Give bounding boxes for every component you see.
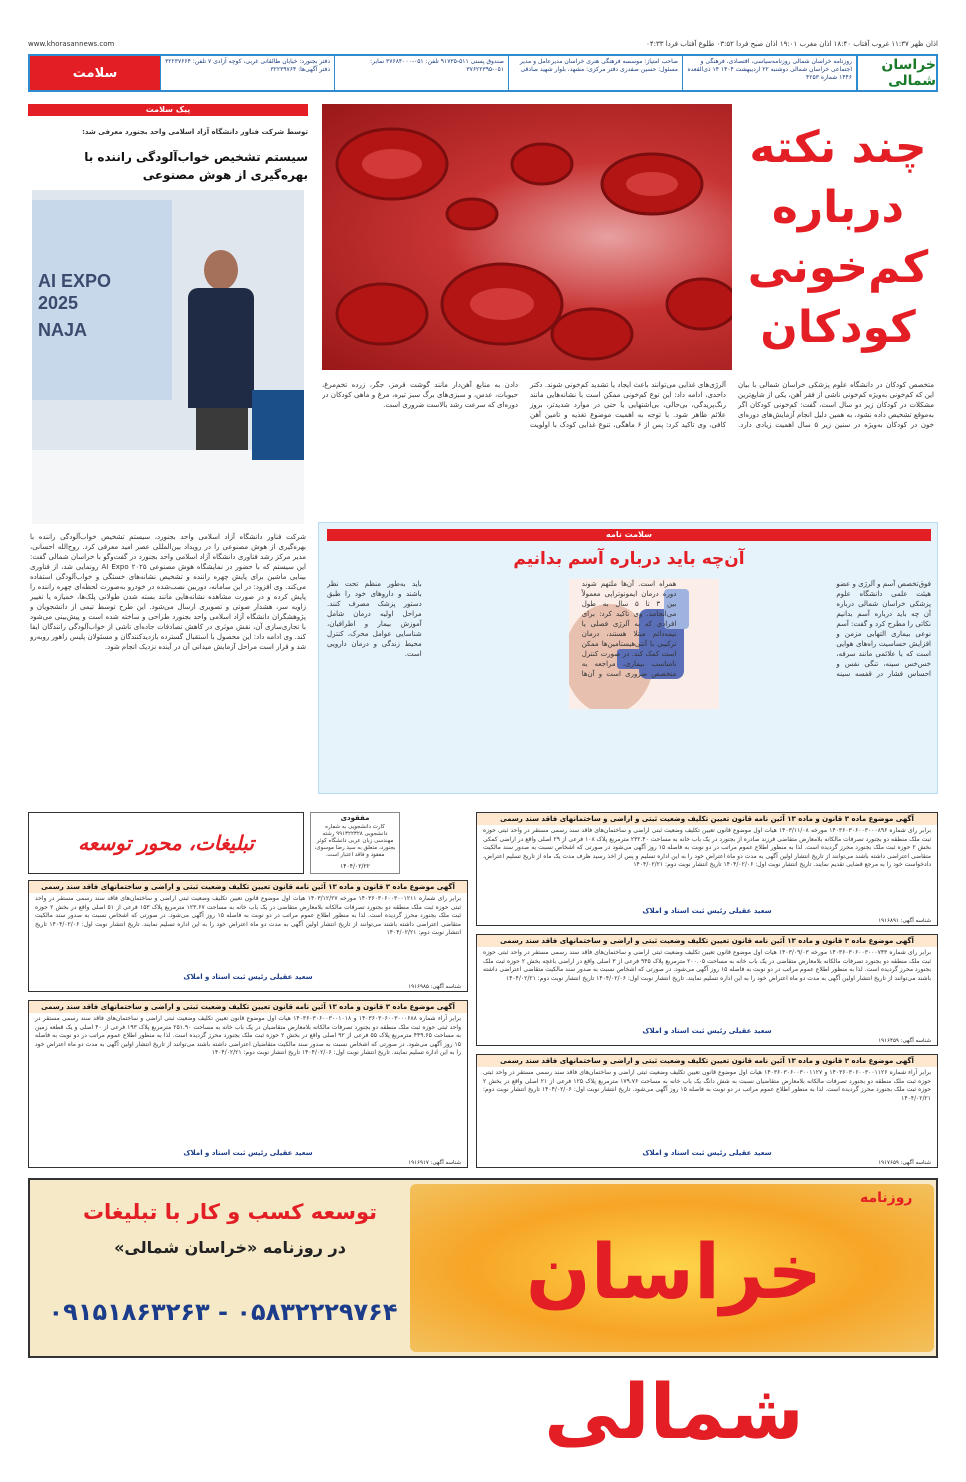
masthead-meta: دفتر بجنورد: خیابان طالقانی غربی، کوچه آزادی ۷ تلفن: ۳۲۲۳۷۶۶۴ دفتر آگهی‌ها: ۳۲۲۳۹۷۶۴	[160, 56, 334, 90]
newspaper-small-label: روزنامه	[860, 1190, 913, 1206]
lost-date: ۱۴۰۴/۰۲/۲۲	[340, 863, 370, 870]
headline-line: درباره	[771, 182, 905, 233]
expo-photo	[32, 190, 304, 524]
asthma-title: آن‌چه باید درباره آسم بدانیم	[513, 549, 745, 569]
website-url[interactable]: www.khorasannews.com	[28, 40, 115, 48]
ad-signature: سعید عقیلی رئیس ثبت اسناد و املاک	[642, 907, 772, 915]
masthead-meta: صاحب امتیاز: موسسه فرهنگی هنری خراسان مدیرعامل و مدیر مسئول: حسین صفدری دفتر مرکزی: مشهد، بلوار شهید صادقی	[508, 56, 682, 90]
ad-signature: سعید عقیلی رئیس ثبت اسناد و املاک	[183, 973, 313, 981]
ad-signature: سعید عقیلی رئیس ثبت اسناد و املاک	[642, 1149, 772, 1157]
masthead-meta: روزنامه خراسان شمالی روزنامه‌سیاسی، اقتصادی، فرهنگی و اجتماعی خراسان شمالی دوشنبه ۲۲ اردیبهشت ۱۴۰۴ ۱۴ ذی‌القعده ۱۴۴۶ شماره ۴۲۵۳	[682, 56, 856, 90]
red-blood-cells-graphic	[322, 104, 732, 370]
anemia-article	[318, 104, 938, 508]
masthead	[28, 54, 938, 92]
ai-article-body: شرکت فناور دانشگاه آزاد اسلامی واحد بجنورد، سیستم تشخیص خواب‌آلودگی راننده با بهره‌گیری از هوش مصنوعی را در رویداد بین‌المللی عصر امید معرفی کرد. روح‌الله احسانی، مدیر مرکز رشد فناوری دانشگاه آزاد اسلامی واحد بجنورد در گفت‌وگو با خراسان شمالی گفت: این سیستم که با حضور در نمایشگاه هوش مصنوعی AI Expo ۲۰۲۵ رونمایی شد، از فناوری بینایی ماشین برای پایش چهره راننده و تشخیص نشانه‌های خستگی و خواب‌آلودگی استفاده می‌کند. وی افزود: در این سامانه، دوربین نصب‌شده در خودرو به‌صورت لحظه‌ای چهره راننده را پایش کرده و در صورت مشاهده نشانه‌هایی مانند بسته شدن طولانی پلک‌ها، خمیازه یا تغییر زاویه سر، هشدار صوتی و تصویری ارسال می‌شود. این طرح توسط تیمی از دانشجویان و پژوهشگران دانشگاه آزاد اسلامی واحد بجنورد طراحی و ساخته شده است و پیش‌بینی می‌شود با تجاری‌سازی آن، نقش موثری در کاهش تصادفات جاده‌ای ناشی از خواب‌آلودگی رانندگان ایفا کند. وی ادامه داد: این محصول با استقبال گسترده بازدیدکنندگان و مسئولان پلیس راهور روبه‌رو شد و قرار است مراحل آزمایش میدانی آن در آینده نزدیک انجام شود.	[30, 533, 306, 651]
ad-code: شناسه آگهی: ۱۹۱۶۴۵۹	[878, 1038, 931, 1044]
expo-sign: AI EXPO 2025	[38, 271, 112, 313]
ai-drowsiness-article	[28, 104, 308, 794]
ads-tagline: تبلیغات، محور توسعه	[78, 831, 254, 855]
promo-line2: در روزنامه «خراسان شمالی»	[114, 1238, 346, 1257]
ad-body: برابر رای شماره ۱۴۰۳۶۰۳۰۶۰۰۳۰۰۱۲۱۱ مورخه ۱۴۰۳/۱۲/۲۷ هیات اول موضوع قانون تعیین تکلیف وضعیت ثبتی اراضی و ساختمان‌های فاقد سند رسمی مستقر در واحد ثبتی حوزه ثبت ملک منطقه دو بجنورد تصرفات مالکانه بلامعارض متقاضی در یک باب خانه به مساحت ۱۲۳.۶۷ مترمربع پلاک ۱۵۳ فرعی از ۵۱ اصلی واقع در بخش ۲ حوزه ثبت ملک بجنورد محرز گردیده است. لذا به منظور اطلاع عموم مراتب در دو نوبت به فاصله ۱۵ روز آگهی می‌شود. در صورتی که اشخاص نسبت به صدور سند مالکیت متقاضی اعتراضی داشته باشند می‌توانند از تاریخ انتشار اولین آگهی به مدت دو ماه اعتراض خود را به این اداره تسلیم نمایند. تاریخ انتشار نوبت اول: ۱۴۰۴/۰۲/۰۶ تاریخ انتشار نوبت دوم: ۱۴۰۴/۰۲/۲۱	[35, 895, 462, 936]
promo-line1: توسعه کسب و کار با تبلیغات	[82, 1200, 378, 1224]
prayer-times: اذان ظهر ۱۱:۳۷ غروب آفتاب ۱۸:۴۰ اذان مغرب ۱۹:۰۱ اذان صبح فردا ۰۳:۵۲ طلوع آفتاب فردا ۰۴:۳۳	[646, 40, 938, 48]
article-kicker: توسط شرکت فناور دانشگاه آزاد اسلامی واحد بجنورد معرفی شد:	[82, 128, 308, 136]
ad-code: شناسه آگهی: ۱۹۱۶۹۱۷	[408, 1160, 461, 1166]
ad-code: شناسه آگهی: ۱۹۱۶۹۸۵	[408, 984, 461, 990]
legal-ad	[28, 880, 468, 992]
ad-title: آگهی موضوع ماده ۳ قانون و ماده ۱۳ آئین نامه قانون تعیین تکلیف وضعیت ثبتی و اراضی و ساختمانهای فاقد سند رسمی	[477, 935, 937, 947]
promo-phones[interactable]: ۰۵۸۳۲۲۲۹۷۶۴ - ۰۹۱۵۱۸۶۳۲۶۳	[48, 1298, 398, 1326]
asthma-article	[318, 522, 938, 794]
ad-body: برابر رای شماره ۱۴۰۳۶۰۳۰۶۰۰۳۰۰۰۸۹۶ مورخه ۱۴۰۳/۱۱/۰۸ هیات اول موضوع قانون تعیین تکلیف وضعیت ثبتی اراضی و ساختمان‌های فاقد سند رسمی مستقر در واحد ثبتی حوزه ثبت ملک منطقه دو بجنورد تصرفات مالکانه بلامعارض متقاضی فرزند صادره از بجنورد در یک باب خانه به مساحت ۲۳۲.۴۰ مترمربع پلاک ۱۰۸ فرعی از ۲۹ اصلی واقع در اراضی کمکی بخش ۲ حوزه ثبت ملک بجنورد محرز گردیده است. لذا به منظور اطلاع عموم مراتب در دو نوبت به فاصله ۱۵ روز آگهی می‌شود در صورتی که اشخاص نسبت به صدور سند مالکیت متقاضی اعتراضی داشته باشند می‌توانند از تاریخ انتشار اولین آگهی به مدت دو ماه اعتراض خود را به این اداره تسلیم و پس از اخذ رسید ظرف مدت یک ماه از تاریخ تسلیم اعتراض، دادخواست خود را به مرجع قضایی تقدیم نمایند. تاریخ انتشار نوبت اول: ۱۴۰۴/۰۲/۰۶ تاریخ انتشار نوبت دوم: ۱۴۰۴/۰۲/۲۱	[483, 827, 932, 868]
asthma-body: فوق‌تخصص آسم و آلرژی و عضو هیئت علمی دانشگاه علوم پزشکی خراسان شمالی درباره آن چه باید درباره آسم بدانیم نکاتی را مطرح کرد و گفت: آسم نوعی بیماری التهابی مزمن و افزایش حساسیت راه‌های هوایی است که با علائمی مانند سرفه، خس‌خس سینه، تنگی نفس و احساس فشار در قفسه سینه همراه است. آن‌ها ملتهم شوند دوره درمان ایمونوتراپی معمولاً بین ۳ تا ۵ سال به طول می‌انجامد. وی تاکید کرد: برای افرادی که به آلرژی فصلی یا نیمه‌دائم مبتلا هستند، درمان ترکیبی با آنتی‌هیستامین‌ها ممکن است کمک کند. در صورت کنترل نامناسب بیماری، مراجعه به متخصص ضروری است و آن‌ها باید به‌طور منظم تحت نظر باشند و داروهای خود را طبق دستور پزشک مصرف کنند. مراحل اولیه درمان شامل آموزش بیمار و اطرافیان، شناسایی عوامل محرک، کنترل محیط زندگی و درمان دارویی است.	[327, 580, 931, 678]
masthead-meta: صندوق پستی ۵۱۱-۹۱۷۳۵ تلفن: ۰۵۱-۳۷۶۸۴۰۰۰ نمابر: ۰۵۱-۳۷۶۲۲۳۹۵	[334, 56, 508, 90]
article-title: سیستم تشخیص خواب‌آلودگی راننده با بهره‌گیری از هوش مصنوعی	[84, 150, 308, 182]
ad-body: برابر آراء شماره ۱۴۰۳۶۰۳۰۶۰۰۳۰۰۱۱۲۶ و ۱۴۰۳۶۰۳۰۶۰۰۳۰۰۱۱۲۷ هیات اول موضوع قانون تعیین تکلیف وضعیت ثبتی اراضی و ساختمان‌های فاقد سند رسمی مستقر در واحد ثبتی حوزه ثبت ملک منطقه دو بجنورد تصرفات مالکانه بلامعارض متقاضیان نسبت به شش دانگ یک باب خانه به مساحت ۱۷۹.۷۶ مترمربع پلاک ۱۲۵ فرعی از ۲۱ اصلی واقع در بخش ۲ حوزه ثبت ملک بجنورد محرز گردیده است. لذا به منظور اطلاع عموم مراتب در دو نوبت به فاصله ۱۵ روز آگهی می‌شود. تاریخ انتشار نوبت اول: ۱۴۰۴/۰۲/۰۶ تاریخ انتشار نوبت دوم: ۱۴۰۴/۰۲/۲۱	[483, 1069, 931, 1102]
ad-code: شناسه آگهی: ۱۹۱۷۶۵۹	[878, 1160, 931, 1166]
headline-line: چند نکته	[749, 122, 927, 173]
anemia-body: متخصص کودکان در دانشگاه علوم پزشکی خراسان شمالی با بیان این که کم‌خونی به‌ویژه کم‌خونی ناشی از فقر آهن، یکی از شایع‌ترین مشکلات در کودکان زیر دو سال است، گفت: کم‌خونی کودکان اگر به‌موقع تشخیص داده نشود، به همین دلیل انجام آزمایش‌های دوره‌ای خون در کودکان به‌ویژه در سنین زیر ۵ سال اهمیت زیادی دارد. آلرژی‌های غذایی می‌توانند باعث ایجاد یا تشدید کم‌خونی شوند. دکتر داحدی، ادامه داد: این نوع کم‌خونی ممکن است با نشانه‌هایی مانند رنگ‌پریدگی، بی‌حالی، بی‌اشتهایی یا حتی در موارد شدیدتر، بروز علائم ظاهر شود. با توجه به اهمیت موضوع تغذیه و تامین آهن کافی، وی تاکید کرد: پس از ۶ ماهگی، تنوع غذایی کودک با اولویت دادن به منابع آهن‌دار مانند گوشت قرمز، جگر، زرده تخم‌مرغ، حبوبات، عدس، و سبزی‌های برگ سبز تیره، مرغ و ماهی کودکان در دوره‌ای که سرعت رشد بالاست ضروری است.	[322, 381, 934, 429]
ad-title: آگهی موضوع ماده ۳ قانون و ماده ۱۳ آئین نامه قانون تعیین تکلیف وضعیت ثبتی و اراضی و ساختمانهای فاقد سند رسمی	[29, 881, 467, 893]
legal-ad	[476, 934, 938, 1046]
ad-body: برابر آراء شماره ۱۴۰۳۶۰۳۰۶۰۰۳۰۰۰۶۸۸ و ۱۴۰۳۶۰۳۰۶۰۰۳۰۰۱۰۱۸ هیات اول موضوع قانون تعیین تکلیف وضعیت ثبتی اراضی و ساختمان‌های فاقد سند رسمی مستقر در واحد ثبتی حوزه ثبت ملک منطقه دو بجنورد تصرفات مالکانه بلامعارض متقاضیان در یک باب خانه به مساحت ۲۵۱.۹۰ مترمربع پلاک ۱۹۳ فرعی از ۴۰ اصلی و یک قطعه زمین به مساحت ۴۴۹.۶۵ مترمربع پلاک ۵۵ فرعی از ۹۲ اصلی واقع در بخش ۲ حوزه ثبت ملک بجنورد محرز گردیده است. لذا به منظور اطلاع عموم مراتب در دو نوبت به فاصله ۱۵ روز آگهی می‌شود. در صورتی که اشخاص نسبت به صدور سند مالکیت متقاضیان اعتراضی داشته باشند می‌توانند از تاریخ انتشار اولین آگهی به مدت دو ماه اعتراض خود را به این اداره تسلیم نمایند. تاریخ انتشار نوبت اول: ۱۴۰۴/۰۲/۰۶ تاریخ انتشار نوبت دوم: ۱۴۰۴/۰۲/۲۱	[35, 1015, 462, 1056]
ads-tagline-box	[28, 812, 304, 874]
ad-title: آگهی موضوع ماده ۳ قانون و ماده ۱۳ آئین نامه قانون تعیین تکلیف وضعیت ثبتی و اراضی و ساختمانهای فاقد سند رسمی	[29, 1001, 467, 1013]
section-name: سلامت	[30, 56, 160, 90]
exhibit-table	[32, 450, 304, 524]
anemia-headline	[738, 118, 938, 358]
naja-sign: NAJA	[38, 320, 88, 340]
newspaper-logo-text: خراسان شمالی	[525, 1227, 823, 1456]
legal-ad	[28, 1000, 468, 1168]
exhibit-panel	[252, 390, 304, 460]
section-ribbon: سلامت نامه	[327, 529, 931, 541]
lost-title: مفقودی	[340, 814, 370, 822]
blood-cells-image	[322, 104, 732, 370]
lost-text: کارت دانشجویی به شماره دانشجویی ۹۹۱۳۲۲۳۲۸ رشته مهندسی زبان عربی دانشگاه کوثر بجنورد، متعلق به سید رضا موسوی، مفقود و فاقد اعتبار است.	[314, 824, 396, 858]
masthead-logo: خراسان شمالی	[856, 56, 936, 90]
ad-body: برابر رای شماره ۱۴۰۳۶۰۳۰۶۰۰۳۰۰۰۷۴۳ مورخه ۱۴۰۳/۰۹/۰۳ هیات اول موضوع قانون تعیین تکلیف وضعیت ثبتی اراضی و ساختمان‌های فاقد سند رسمی مستقر در واحد ثبتی حوزه ثبت ملک منطقه دو بجنورد تصرفات مالکانه بلامعارض متقاضی در یک باب خانه به مساحت ۲۰۰.۰۵ مترمربع پلاک ۹۴۵ فرعی از ۳ اصلی واقع در اراضی باغچه بخش ۲ حوزه ثبت ملک بجنورد محرز گردیده است. لذا به منظور اطلاع عموم مراتب در دو نوبت به فاصله ۱۵ روز آگهی می‌شود. در صورتی که اشخاص نسبت به صدور سند مالکیت متقاضی اعتراضی داشته باشند می‌توانند از تاریخ انتشار اولین آگهی به مدت دو ماه اعتراض خود را به این اداره تسلیم نمایند. تاریخ انتشار نوبت اول: ۱۴۰۴/۰۲/۰۶ تاریخ انتشار نوبت دوم: ۱۴۰۴/۰۲/۲۱	[483, 949, 932, 982]
lost-notice	[310, 812, 400, 874]
headline-line: کم‌خونی	[747, 242, 929, 293]
promo-banner	[28, 1178, 938, 1456]
legal-ad	[476, 1054, 938, 1168]
ad-signature: سعید عقیلی رئیس ثبت اسناد و املاک	[642, 1027, 772, 1035]
ad-code: شناسه آگهی: ۱۹۱۶۸۹۱	[878, 918, 931, 924]
ad-title: آگهی موضوع ماده ۳ قانون و ماده ۱۳ آئین نامه قانون تعیین تکلیف وضعیت ثبتی و اراضی و ساختمانهای فاقد سند رسمی	[477, 1055, 937, 1067]
legal-ad	[476, 812, 938, 926]
ad-title: آگهی موضوع ماده ۳ قانون و ماده ۱۳ آئین نامه قانون تعیین تکلیف وضعیت ثبتی و اراضی و ساختمانهای فاقد سند رسمی	[477, 813, 937, 825]
ad-signature: سعید عقیلی رئیس ثبت اسناد و املاک	[183, 1149, 313, 1157]
section-ribbon: پیک سلامت	[28, 104, 308, 116]
headline-line: کودکان	[760, 302, 916, 353]
top-info-bar	[28, 40, 938, 52]
